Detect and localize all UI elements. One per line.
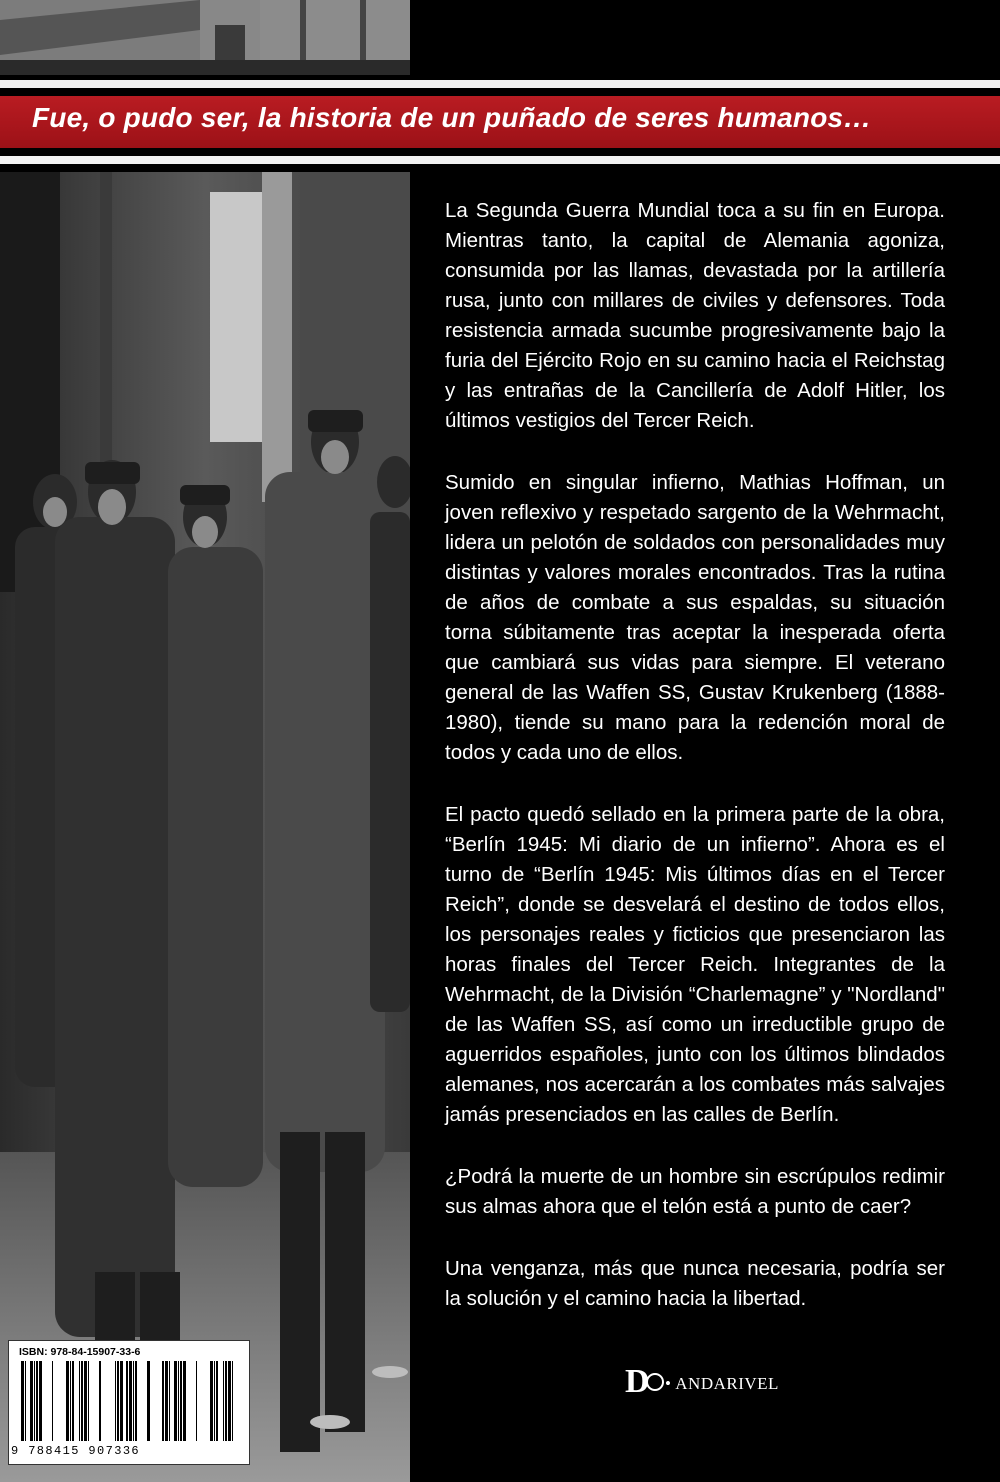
barcode-bar [180,1361,182,1441]
barcode-bar [214,1361,215,1441]
barcode-bar [183,1361,186,1441]
barcode-bar [196,1361,197,1441]
barcode-bar [117,1361,119,1441]
isbn-label: ISBN: 978-84-15907-33-6 [19,1346,141,1358]
barcode-bar [169,1361,170,1441]
tagline-banner [0,96,1000,148]
barcode-bar [133,1361,134,1441]
barcode-bar [39,1361,42,1441]
barcode-bar [232,1361,233,1441]
barcode-bar [210,1361,213,1441]
barcode-icon [19,1361,239,1443]
barcode-bar [34,1361,35,1441]
barcode-bar [81,1361,83,1441]
paragraph-5: Una venganza, más que nunca necesaria, podría ser la solución y el camino hacia la libertad. [445,1257,945,1310]
top-photo-strip [0,0,410,75]
barcode-bar [120,1361,123,1441]
barcode-bar [30,1361,33,1441]
soldiers-photo-image [0,172,410,1482]
divider-top [0,80,1000,88]
barcode-bar [147,1361,150,1441]
barcode-bar [25,1361,26,1441]
top-photo-image [0,0,410,75]
barcode-bar [36,1361,38,1441]
barcode-bar [162,1361,164,1441]
back-cover-text [445,196,945,1346]
barcode-bar [129,1361,132,1441]
barcode-bar [178,1361,179,1441]
soldiers-photo [0,172,410,1482]
barcode-bar [115,1361,116,1441]
barcode-bar [165,1361,168,1441]
paragraph-1: La Segunda Guerra Mundial toca a su fin en Europa. Mientras tanto, la capital de Alemania agoniza, consumida por las llamas, devastada por la artillería rusa, junto con millares de civiles y defensores. Toda resistencia armada sucumbe progresivamente bajo la furia del Ejército Rojo en su camino hacia el Reichstag y las entrañas de la Cancillería de Adolf Hitler, los últimos vestigios del Tercer Reich. [445,199,945,432]
barcode-bar [174,1361,177,1441]
barcode-bar [70,1361,71,1441]
barcode-bar [84,1361,87,1441]
dossoles-logo-icon [625,1352,665,1412]
barcode-bar [72,1361,74,1441]
barcode-bar [223,1361,224,1441]
barcode-bar [88,1361,89,1441]
isbn-barcode-box [8,1340,250,1465]
barcode-bar [135,1361,137,1441]
tagline-text: Fue, o pudo ser, la historia de un puñado de seres humanos… [32,102,872,133]
paragraph-2: Sumido en singular infierno, Mathias Hoffman, un joven reflexivo y respetado sargento de la Wehrmacht, lidera un pelotón de soldados con personalidades muy distintas y valores morales encontrados. Tras la rutina de años de combate a sus espaldas, su situación torna súbitamente tras aceptar la inesperada oferta que cambiará sus vidas para siempre. El veterano general de las Waffen SS, Gustav Krukenberg (1888-1980), tiende su mano para la redención moral de todos y cada uno de ellos. [445,471,945,764]
barcode-bar [126,1361,128,1441]
publisher-name: • ANDARIVEL [665,1374,779,1393]
paragraph-4: ¿Podrá la muerte de un hombre sin escrúpulos redimir sus almas ahora que el telón está a punto de caer? [445,1165,945,1218]
divider-bottom [0,156,1000,164]
barcode-bar [225,1361,227,1441]
barcode-bar [79,1361,80,1441]
barcode-bar [52,1361,53,1441]
barcode-bar [228,1361,231,1441]
paragraph-3: El pacto quedó sellado en la primera parte de la obra, “Berlín 1945: Mi diario de un infierno”. Ahora es el turno de “Berlín 1945: Mis últimos días en el Tercer Reich”, donde se desvelará el destino de todos ellos, los personajes reales y ficticios que presenciaron las horas finales del Tercer Reich. Integrantes de la Wehrmacht, de la División “Charlemagne” y "Nordland" de las Waffen SS, así como un irreductible grupo de aguerridos españoles, junto con los últimos blindados alemanes, nos acercarán a los combates más salvajes jamás presenciados en las calles de Berlín. [445,803,945,1126]
svg-text:D: D [625,1363,650,1400]
barcode-bar [21,1361,24,1441]
barcode-bar [99,1361,101,1441]
barcode-bar [66,1361,69,1441]
isbn-digits: 9 788415 907336 [11,1444,141,1458]
barcode-bar [216,1361,218,1441]
